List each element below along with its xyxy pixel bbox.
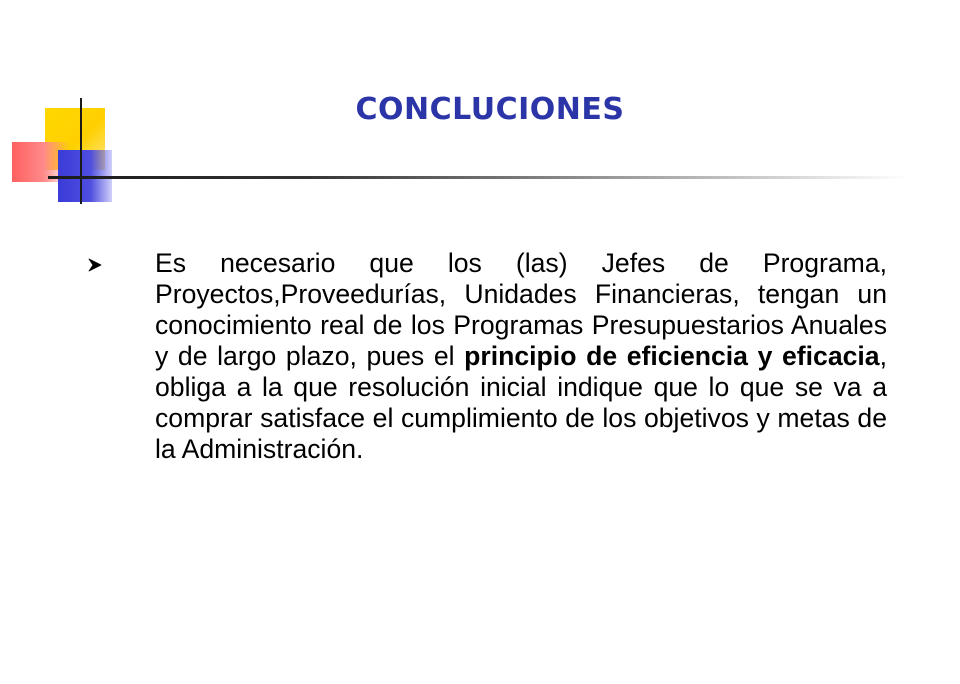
- horizontal-rule: [48, 176, 908, 179]
- bullet-text: [155, 248, 887, 465]
- slide-title: CONCLUCIONES: [355, 92, 625, 127]
- arrowhead-bullet-icon: [88, 258, 106, 272]
- bullet-text-after: , obliga a la que resolución inicial indique que lo que se va a comprar satisface el cumplimiento de los objetivos y metas de la Administración.: [155, 341, 887, 464]
- bullet-text-bold: principio de eficiencia y eficacia: [464, 341, 880, 371]
- bullet-text-before: Es necesario que los (las) Jefes de Programa, Proyectos,Proveedurías, Unidades Financieras, tengan un conocimiento real de los Programas Presupuestarios Anuales y de largo plazo, pues el: [155, 248, 887, 371]
